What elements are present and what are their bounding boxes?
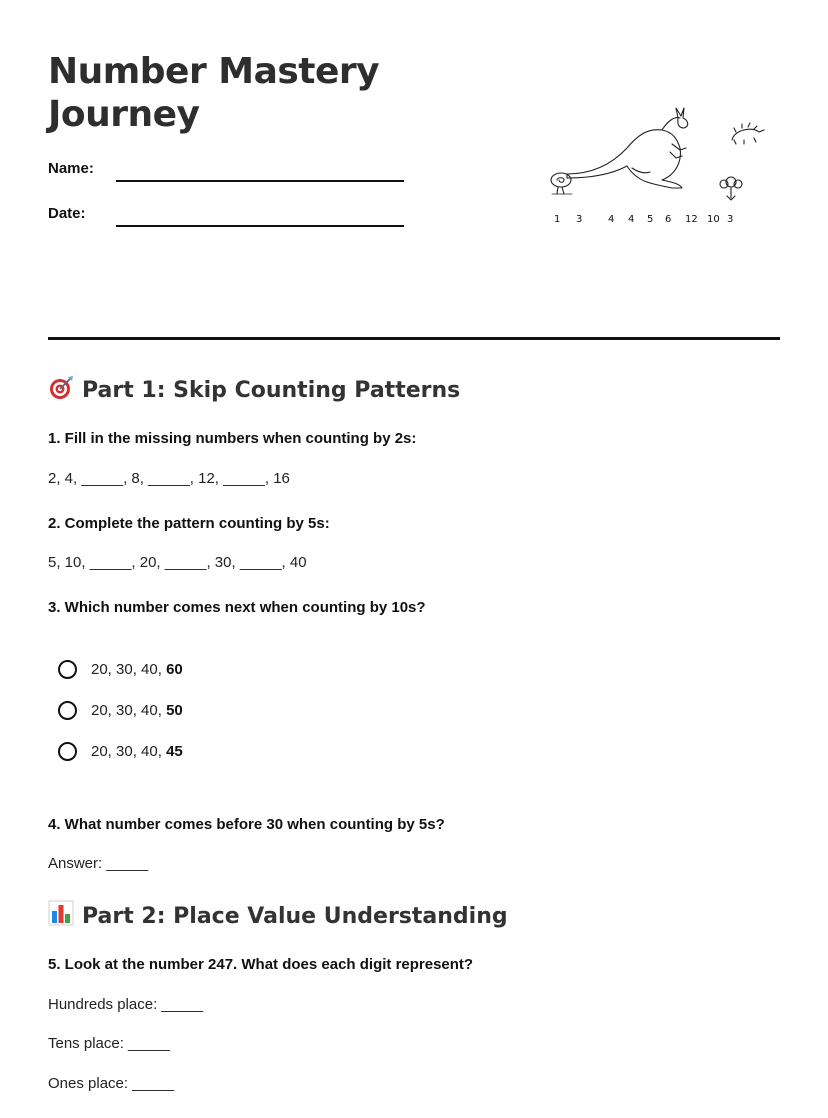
q5-question: 5. Look at the number 247. What does each digit represent? [48,956,474,973]
q3-question: 3. Which number comes next when counting by 10s? [48,599,426,616]
name-label: Name: [48,160,94,177]
q4-answer-line[interactable]: Answer: _____ [48,855,149,872]
title-line-1: Number Mastery [48,51,380,92]
bar-chart-icon [48,900,74,932]
q1-question: 1. Fill in the missing numbers when counting by 2s: [48,430,417,447]
q3-option-3[interactable] [58,742,183,761]
option-prefix: 20, 30, 40, [91,661,162,678]
strip-number: 6 [665,214,672,225]
part2-heading [48,900,508,932]
q2-question: 2. Complete the pattern counting by 5s: [48,515,330,532]
strip-number: 1 [554,214,561,225]
part1-heading [48,374,460,406]
q3-option-2[interactable] [58,701,183,720]
name-field[interactable] [116,180,404,182]
strip-number: 4 [628,214,635,225]
snail-icon [551,173,571,194]
hundreds-place-line[interactable]: Hundreds place: _____ [48,996,204,1013]
option-prefix: 20, 30, 40, [91,743,162,760]
q3-option-1[interactable] [58,660,183,679]
radio-button[interactable] [58,742,77,761]
q4-question: 4. What number comes before 30 when counting by 5s? [48,816,445,833]
tens-place-line[interactable]: Tens place: _____ [48,1035,170,1052]
section-divider [48,337,780,340]
echidna-icon [732,123,764,144]
strip-number: 12 [685,214,698,225]
q2-sequence[interactable]: 5, 10, _____, 20, _____, 30, _____, 40 [48,554,307,571]
part1-heading-text: Part 1: Skip Counting Patterns [82,377,461,403]
kangaroo-icon [567,108,688,188]
option-prefix: 20, 30, 40, [91,702,162,719]
date-label: Date: [48,205,86,222]
radio-button[interactable] [58,701,77,720]
target-icon [48,374,74,406]
ones-place-line[interactable]: Ones place: _____ [48,1075,174,1092]
strip-number: 10 [707,214,720,225]
option-answer: 60 [166,661,183,678]
part2-heading-text: Part 2: Place Value Understanding [82,903,508,929]
q1-sequence[interactable]: 2, 4, _____, 8, _____, 12, _____, 16 [48,470,290,487]
option-answer: 45 [166,743,183,760]
title-line-2: Journey [48,94,200,135]
worksheet-title [48,50,379,136]
strip-number: 5 [647,214,654,225]
option-answer: 50 [166,702,183,719]
date-field[interactable] [116,225,404,227]
strip-number: 3 [727,214,734,225]
strip-number: 4 [608,214,615,225]
strip-number: 3 [576,214,583,225]
flower-icon [720,177,742,200]
radio-button[interactable] [58,660,77,679]
kangaroo-illustration [512,56,768,236]
